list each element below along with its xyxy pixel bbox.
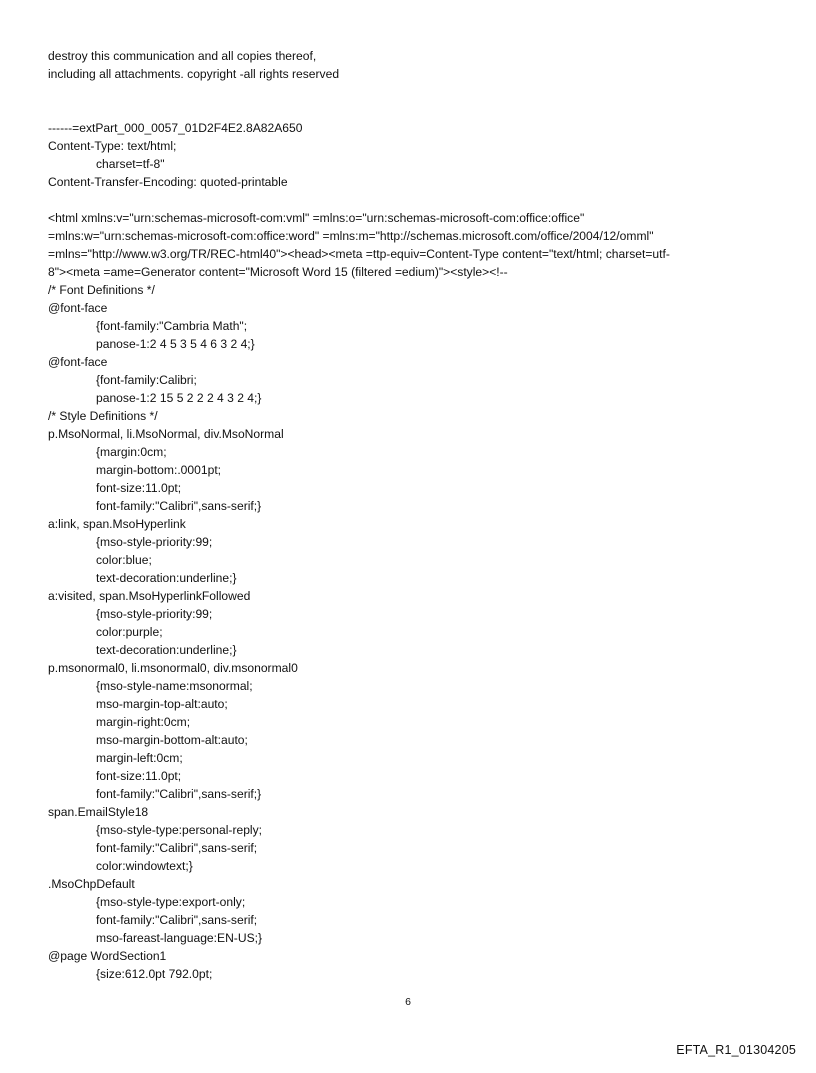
css-source-line: {mso-style-name:msonormal; <box>96 679 253 693</box>
css-source-line: mso-margin-top-alt:auto; <box>96 697 228 711</box>
css-source-line: font-family:"Calibri",sans-serif; <box>96 841 258 855</box>
css-source-line: font-size:11.0pt; <box>96 769 182 783</box>
mime-content-type: Content-Type: text/html; <box>48 139 177 153</box>
css-source-line: @font-face <box>48 301 108 315</box>
css-source-line: a:link, span.MsoHyperlink <box>48 517 186 531</box>
html-source-line-1: <html xmlns:v="urn:schemas-microsoft-com:vml" =mlns:o="urn:schemas-microsoft-com:office:office" <box>48 211 585 225</box>
css-source-line: /* Style Definitions */ <box>48 409 158 423</box>
document-id-stamp: EFTA_R1_01304205 <box>676 1043 796 1057</box>
css-source-line: {mso-style-type:export-only; <box>96 895 246 909</box>
css-source-line: text-decoration:underline;} <box>96 643 237 657</box>
css-source-line: panose-1:2 15 5 2 2 2 4 3 2 4;} <box>96 391 262 405</box>
css-source-line: font-family:"Calibri",sans-serif;} <box>96 499 262 513</box>
css-source-line: {margin:0cm; <box>96 445 167 459</box>
css-source-line: @page WordSection1 <box>48 949 167 963</box>
css-source-line: {mso-style-priority:99; <box>96 607 213 621</box>
css-source-line: {font-family:Calibri; <box>96 373 197 387</box>
css-source-line: span.EmailStyle18 <box>48 805 149 819</box>
css-source-line: font-family:"Calibri",sans-serif;} <box>96 787 262 801</box>
css-source-line: .MsoChpDefault <box>48 877 135 891</box>
css-source-line: font-size:11.0pt; <box>96 481 182 495</box>
disclaimer-line-1: destroy this communication and all copies thereof, <box>48 49 317 63</box>
css-source-line: panose-1:2 4 5 3 5 4 6 3 2 4;} <box>96 337 255 351</box>
mime-charset: charset=tf-8" <box>96 157 165 171</box>
css-source-line: margin-bottom:.0001pt; <box>96 463 222 477</box>
css-source-line: color:purple; <box>96 625 163 639</box>
mime-encoding: Content-Transfer-Encoding: quoted-printable <box>48 175 288 189</box>
css-source-line: font-family:"Calibri",sans-serif; <box>96 913 258 927</box>
html-source-line-2: =mlns:w="urn:schemas-microsoft-com:office:word" =mlns:m="http://schemas.microsoft.com/office/2004/12/omml" <box>48 229 654 243</box>
document-body <box>48 47 778 983</box>
css-source-line: color:windowtext;} <box>96 859 193 873</box>
css-source-line: {mso-style-priority:99; <box>96 535 213 549</box>
css-source-line: @font-face <box>48 355 108 369</box>
html-source-line-4: 8"><meta =ame=Generator content="Microsoft Word 15 (filtered =edium)"><style><!-- <box>48 265 508 279</box>
mime-boundary: ------=extPart_000_0057_01D2F4E2.8A82A650 <box>48 121 303 135</box>
disclaimer-line-2: including all attachments. copyright -all rights reserved <box>48 67 340 81</box>
page-number: 6 <box>405 996 411 1008</box>
css-source-line: color:blue; <box>96 553 152 567</box>
css-source-line: p.MsoNormal, li.MsoNormal, div.MsoNormal <box>48 427 284 441</box>
css-source-line: margin-left:0cm; <box>96 751 183 765</box>
css-source-line: margin-right:0cm; <box>96 715 191 729</box>
css-source-line: mso-margin-bottom-alt:auto; <box>96 733 248 747</box>
css-source-line: a:visited, span.MsoHyperlinkFollowed <box>48 589 251 603</box>
css-source-block <box>48 281 778 983</box>
css-source-line: p.msonormal0, li.msonormal0, div.msonormal0 <box>48 661 298 675</box>
html-source-line-3: =mlns="http://www.w3.org/TR/REC-html40"><head><meta =ttp-equiv=Content-Type content="text/html; charset=utf- <box>48 247 670 261</box>
css-source-line: {font-family:"Cambria Math"; <box>96 319 248 333</box>
spacer <box>48 83 778 119</box>
css-source-line: mso-fareast-language:EN-US;} <box>96 931 263 945</box>
css-source-line: text-decoration:underline;} <box>96 571 237 585</box>
css-source-line: {size:612.0pt 792.0pt; <box>96 967 213 981</box>
spacer <box>48 191 778 209</box>
css-source-line: /* Font Definitions */ <box>48 283 155 297</box>
css-source-line: {mso-style-type:personal-reply; <box>96 823 263 837</box>
